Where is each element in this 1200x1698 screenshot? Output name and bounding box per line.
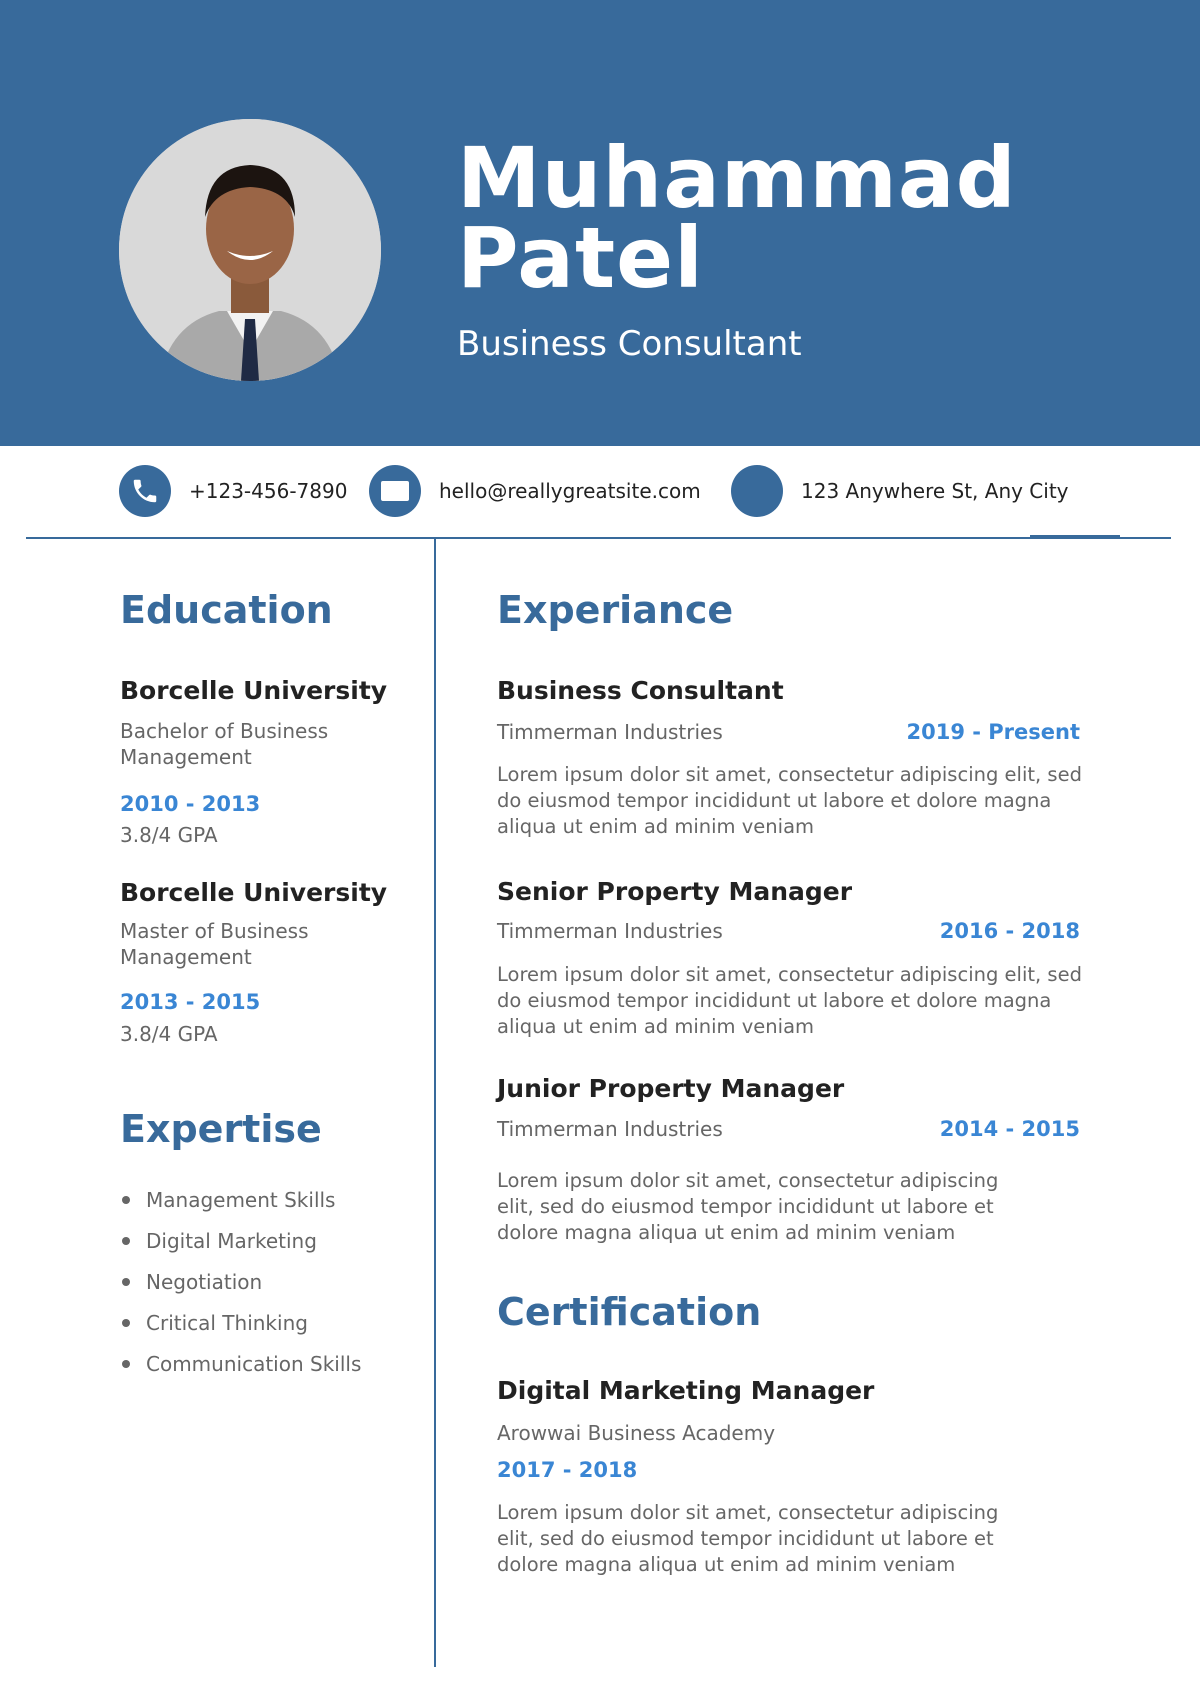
education-degree: Bachelor of Business Management: [120, 719, 329, 769]
experience-company: Timmerman Industries: [497, 919, 723, 943]
certification-org: Arowwai Business Academy: [497, 1421, 776, 1445]
bullet-icon: [122, 1278, 130, 1286]
street-address: 123 Anywhere St, Any City: [801, 479, 1069, 503]
email-icon: [369, 465, 421, 517]
skill-item: [120, 1262, 361, 1303]
experience-role: Business Consultant: [497, 676, 784, 705]
expertise-heading: Expertise: [120, 1107, 322, 1151]
bullet-icon: [122, 1319, 130, 1327]
contact-address: [731, 465, 1069, 517]
skill-item: [120, 1344, 361, 1385]
education-school: Borcelle University: [120, 878, 388, 907]
profile-photo: [119, 119, 381, 381]
experience-description: Lorem ipsum dolor sit amet, consectetur adipiscing elit, sed do eiusmod tempor incididunt ut labore et dolore magna aliqua ut enim ad minim veniam: [497, 763, 1082, 838]
person-name: [457, 129, 1017, 307]
header-divider: [26, 537, 1171, 539]
bullet-icon: [122, 1360, 130, 1368]
education-school: Borcelle University: [120, 676, 388, 705]
experience-years: 2016 - 2018: [939, 919, 1080, 943]
experience-heading: Experiance: [497, 588, 734, 632]
skill-item: [120, 1180, 361, 1221]
skill-label: Negotiation: [146, 1270, 263, 1294]
portrait-illustration: [119, 119, 381, 381]
phone-number: +123-456-7890: [189, 479, 348, 503]
experience-years: 2014 - 2015: [939, 1117, 1080, 1141]
header-divider-accent: [1030, 535, 1120, 538]
experience-description: Lorem ipsum dolor sit amet, consectetur adipiscing elit, sed do eiusmod tempor incididunt ut labore et dolore magna aliqua ut enim ad minim veniam: [497, 1169, 999, 1244]
experience-company: Timmerman Industries: [497, 720, 723, 744]
experience-role: Senior Property Manager: [497, 877, 853, 906]
certification-heading: Certification: [497, 1290, 762, 1334]
certification-years: 2017 - 2018: [497, 1458, 638, 1482]
location-icon: [731, 465, 783, 517]
certification-description: Lorem ipsum dolor sit amet, consectetur adipiscing elit, sed do eiusmod tempor incididunt ut labore et dolore magna aliqua ut enim ad minim veniam: [497, 1501, 999, 1576]
contact-phone[interactable]: [119, 465, 347, 517]
education-gpa: 3.8/4 GPA: [120, 823, 218, 847]
education-heading: Education: [120, 588, 333, 632]
skills-list: [120, 1180, 361, 1385]
bullet-icon: [122, 1237, 130, 1245]
skill-label: Management Skills: [146, 1188, 336, 1212]
certification-title: Digital Marketing Manager: [497, 1376, 875, 1405]
contact-email[interactable]: [369, 465, 701, 517]
skill-label: Communication Skills: [146, 1352, 362, 1376]
person-first-name: Muhammad: [457, 129, 1017, 227]
experience-company: Timmerman Industries: [497, 1117, 723, 1141]
column-divider: [434, 539, 436, 1667]
skill-item: [120, 1303, 361, 1344]
education-degree: Master of Business Management: [120, 919, 309, 969]
education-gpa: 3.8/4 GPA: [120, 1022, 218, 1046]
experience-role: Junior Property Manager: [497, 1074, 845, 1103]
experience-years: 2019 - Present: [906, 720, 1080, 744]
job-title: Business Consultant: [457, 324, 802, 364]
phone-icon: [119, 465, 171, 517]
skill-item: [120, 1221, 361, 1262]
skill-label: Critical Thinking: [146, 1311, 308, 1335]
bullet-icon: [122, 1196, 130, 1204]
email-address: hello@reallygreatsite.com: [439, 479, 701, 503]
person-last-name: Patel: [457, 209, 704, 307]
education-years: 2013 - 2015: [120, 990, 261, 1014]
experience-description: Lorem ipsum dolor sit amet, consectetur adipiscing elit, sed do eiusmod tempor incididunt ut labore et dolore magna aliqua ut enim ad minim veniam: [497, 963, 1082, 1038]
education-years: 2010 - 2013: [120, 792, 261, 816]
skill-label: Digital Marketing: [146, 1229, 317, 1253]
